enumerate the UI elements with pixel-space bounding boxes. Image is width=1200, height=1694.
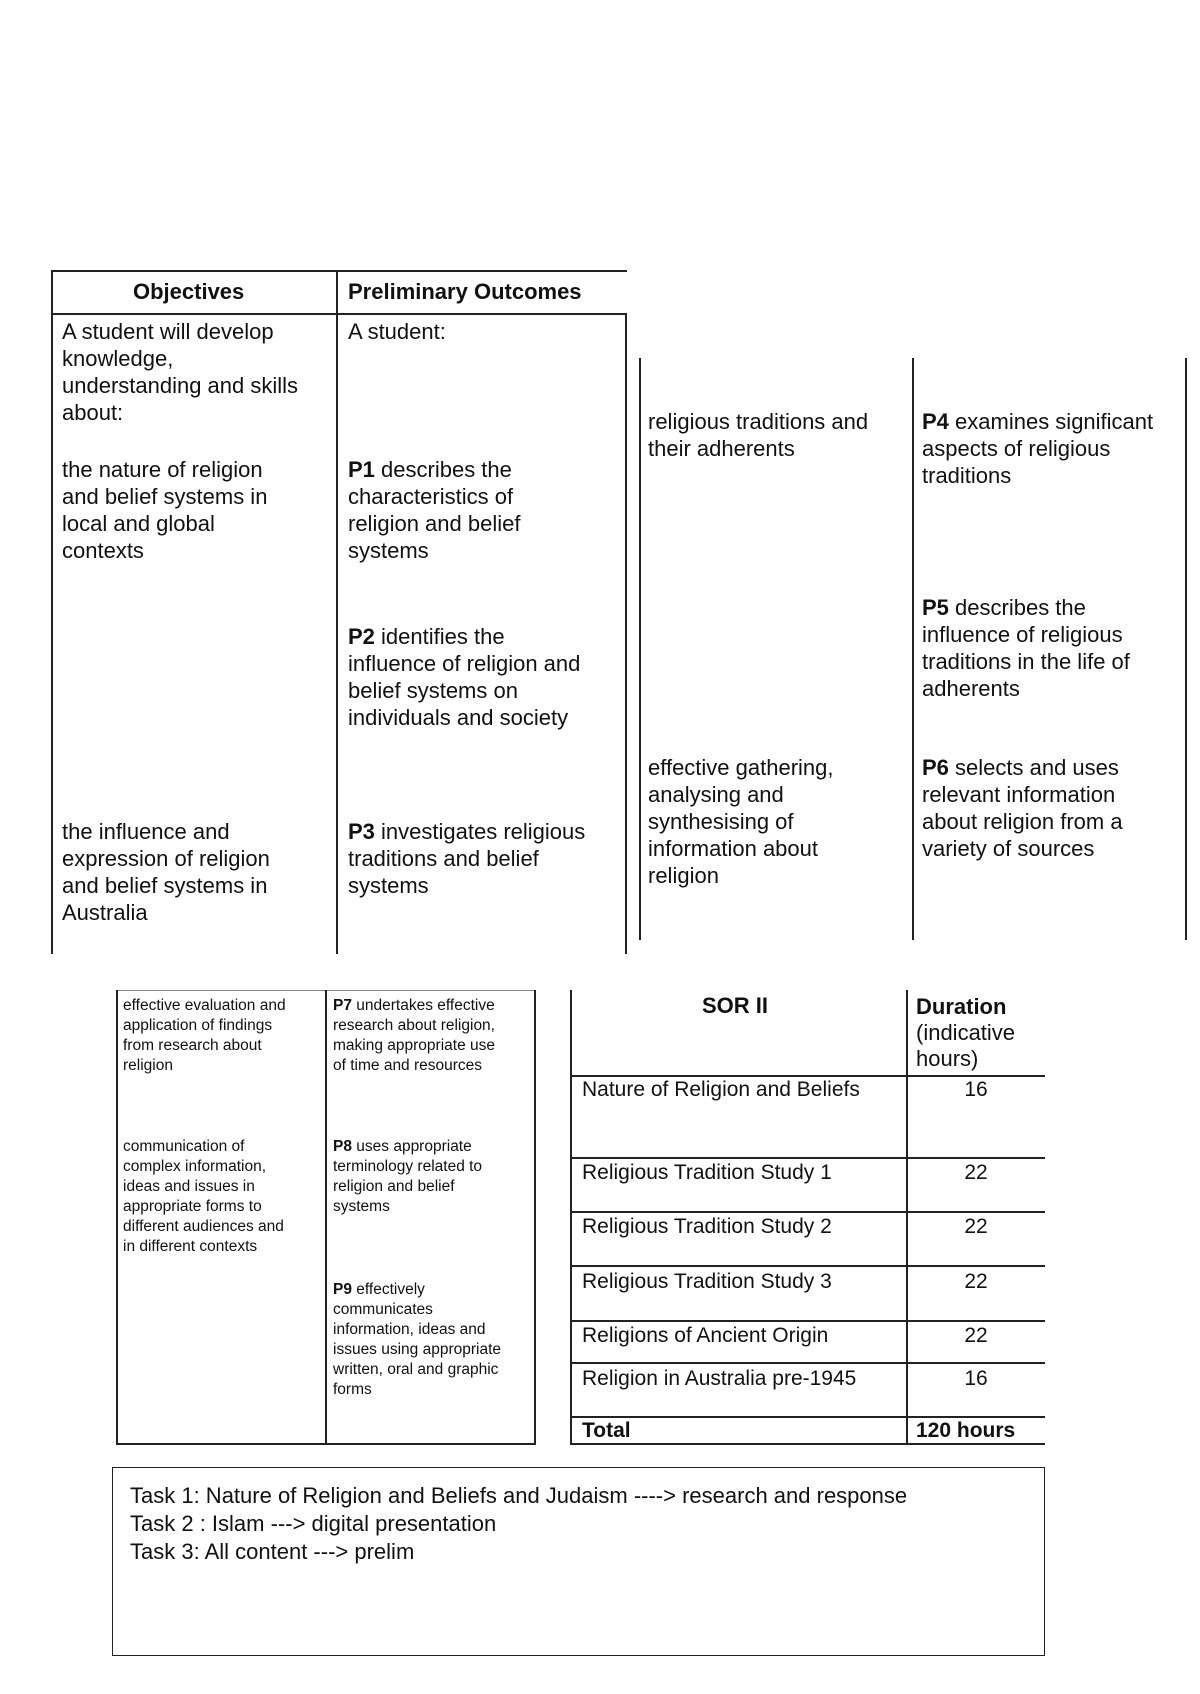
objective-traditions: religious traditions and their adherents <box>648 409 869 461</box>
outcome-p4: P4 examines significant aspects of religious traditions <box>922 409 1154 488</box>
outcome-p5: P5 describes the influence of religious traditions in the life of adherents <box>922 595 1130 701</box>
outcome-p7: P7 undertakes effective research about religion, making appropriate use of time and resources <box>333 997 495 1074</box>
outcome-p8: P8 uses appropriate terminology related to religion and belief systems <box>333 1138 483 1215</box>
objective-gathering: effective gathering, analysing and synthesising of information about religion <box>648 755 834 888</box>
sor-row-hours: 22 <box>964 1270 988 1293</box>
objectives-header: Objectives <box>133 279 245 304</box>
sor-row-hours: 16 <box>964 1367 988 1390</box>
outcome-p2: P2 identifies the influence of religion and belief systems on individuals and society <box>348 624 581 730</box>
sor-row-name: Nature of Religion and Beliefs <box>582 1078 860 1101</box>
sor-total-value: 120 hours <box>916 1419 1016 1442</box>
sor-total-label: Total <box>582 1419 631 1442</box>
outcome-intro: A student: <box>348 319 446 344</box>
objective-nature: the nature of religion and belief systems in local and global contexts <box>62 457 268 563</box>
sor-row-name: Religions of Ancient Origin <box>582 1324 829 1347</box>
task-1: Task 1: Nature of Religion and Beliefs and Judaism ----> research and response <box>130 1483 908 1508</box>
objective-communication: communication of complex information, ideas and issues in appropriate forms to different audiences and in different contexts <box>123 1138 284 1255</box>
duration-header: Duration <box>916 994 1007 1019</box>
sor-row-hours: 22 <box>964 1324 988 1347</box>
task-2: Task 2 : Islam ---> digital presentation <box>130 1511 497 1536</box>
tasks-box <box>112 1467 1045 1656</box>
outcome-p3: P3 investigates religious traditions and belief systems <box>348 819 586 898</box>
outcomes-header: Preliminary Outcomes <box>348 279 582 304</box>
duration-subheader: (indicative hours) <box>916 1020 1016 1071</box>
sor-row-name: Religious Tradition Study 3 <box>582 1270 832 1293</box>
sor-header: SOR II <box>702 993 769 1018</box>
objective-intro: A student will develop knowledge, understanding and skills about: <box>62 319 299 425</box>
task-3: Task 3: All content ---> prelim <box>130 1539 415 1564</box>
sor-row-name: Religion in Australia pre-1945 <box>582 1367 857 1390</box>
sor-row-hours: 16 <box>964 1078 988 1101</box>
objective-evaluation: effective evaluation and application of findings from research about religion <box>123 997 286 1074</box>
outcome-p1: P1 describes the characteristics of religion and belief systems <box>348 457 521 563</box>
sor-row-name: Religious Tradition Study 2 <box>582 1215 832 1238</box>
outcome-p6: P6 selects and uses relevant information about religion from a variety of sources <box>922 755 1123 861</box>
sor-row-hours: 22 <box>964 1161 988 1184</box>
sor-row-hours: 22 <box>964 1215 988 1238</box>
sor-row-name: Religious Tradition Study 1 <box>582 1161 832 1184</box>
objective-australia: the influence and expression of religion and belief systems in Australia <box>62 819 270 925</box>
outcome-p9: P9 effectively communicates information, ideas and issues using appropriate written, oral and graphic forms <box>333 1281 502 1398</box>
